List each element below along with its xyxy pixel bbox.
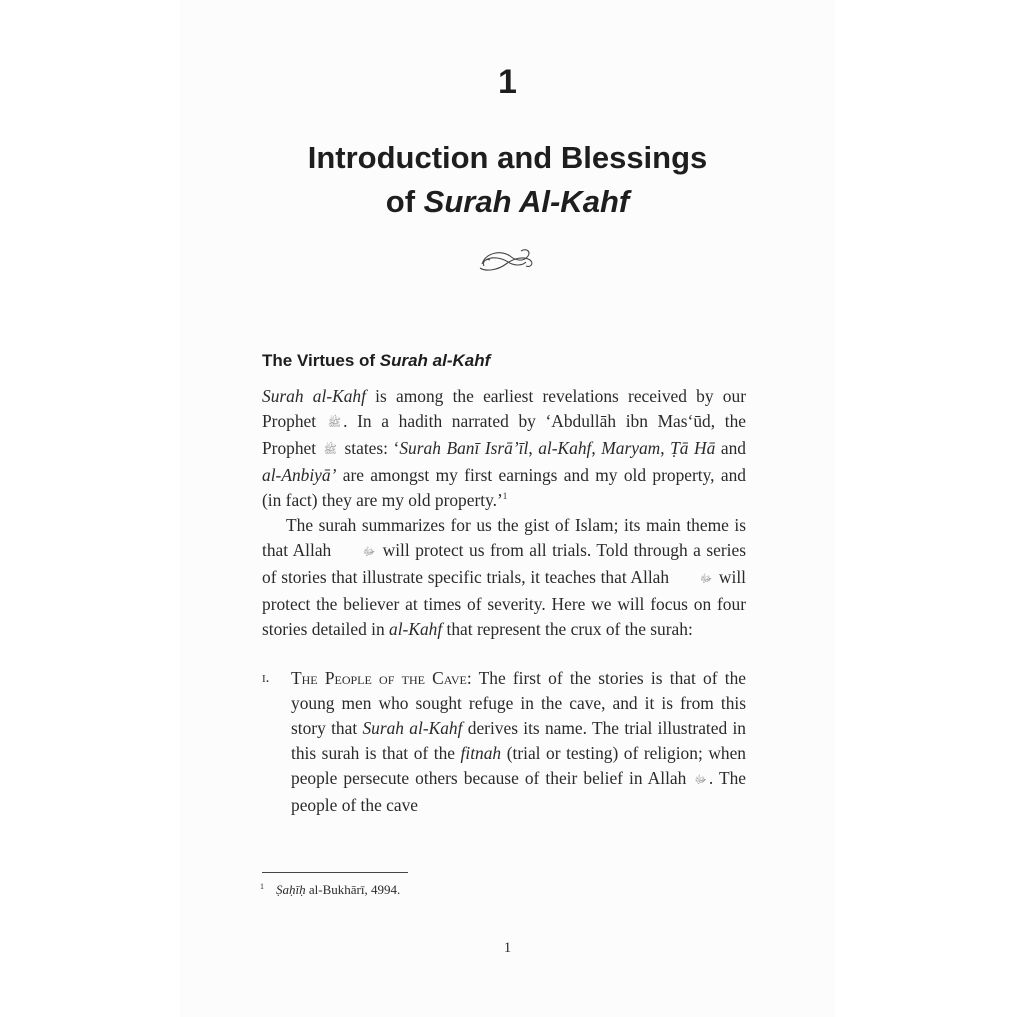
text-italic: al-Kahf xyxy=(389,619,443,639)
text: derives its name. The trial illustrated in this surah is that of the xyxy=(291,718,746,763)
chapter-title-line1: Introduction and Blessings xyxy=(307,140,708,175)
text: , xyxy=(591,438,602,458)
text-italic: fitnah xyxy=(460,743,502,763)
flourish-ornament-icon xyxy=(476,244,536,274)
text-italic: al-Kahf xyxy=(538,438,592,458)
text: states: ‘ xyxy=(338,438,400,458)
text-italic: al-Anbiyā’ xyxy=(262,465,337,485)
main-content xyxy=(262,348,746,818)
chapter-title-italic: Surah Al-Kahf xyxy=(423,184,630,219)
text: . In a hadith narrated by ‘Abdullāh ibn Mas‘ūd, the Prophet xyxy=(262,411,746,458)
list-item-title: The People of the Cave xyxy=(291,668,467,688)
stories-list xyxy=(262,666,746,818)
book-page xyxy=(180,0,835,1017)
list-marker: i. xyxy=(262,670,270,686)
text-italic: Surah al-Kahf xyxy=(262,386,366,406)
chapter-title-prefix: of xyxy=(385,184,424,219)
glorification-icon: ﷻ xyxy=(362,546,376,558)
list-item xyxy=(262,666,746,818)
text: will protect the believer at times of severity. Here we will focus on four stories detailed in xyxy=(262,567,746,639)
text: and xyxy=(715,438,746,458)
text: , xyxy=(528,438,539,458)
glorification-icon: ﷻ xyxy=(699,573,713,585)
paragraph-summary xyxy=(262,513,746,642)
text: : The first of the stories is that of the young men who sought refuge in the cave, and it is from this story that xyxy=(291,668,746,738)
section-heading xyxy=(262,348,746,374)
section-heading-italic: Surah al-Kahf xyxy=(379,351,491,370)
text: that represent the crux of the surah: xyxy=(442,619,693,639)
chapter-title xyxy=(180,136,835,224)
chapter-number: 1 xyxy=(498,63,517,101)
chapter-title-line2 xyxy=(180,180,835,224)
text: (trial or testing) of religion; when people persecute others because of their belief in Allah xyxy=(291,743,746,788)
text: , xyxy=(660,438,671,458)
text: is among the earliest revelations received by our Prophet xyxy=(262,386,746,431)
text-italic: Maryam xyxy=(601,438,661,458)
salawat-icon: ﷺ xyxy=(323,444,337,456)
footnote xyxy=(260,878,400,899)
footnote-reference[interactable]: 1 xyxy=(502,491,508,501)
text: are amongst my first earnings and my old property, and (in fact) they are my old property.’ xyxy=(262,465,746,510)
footnote-italic: Ṣaḥīḥ xyxy=(276,882,306,897)
footnote-mark: 1 xyxy=(260,882,264,891)
text-italic: Surah Banī Isrā’īl xyxy=(399,438,529,458)
text: will protect us from all trials. Told through a series of stories that illustrate specific trials, it teaches that Allah xyxy=(262,540,746,587)
footnote-divider xyxy=(262,872,408,873)
text-italic: Ṭā Hā xyxy=(670,438,716,458)
glorification-icon: ﷻ xyxy=(694,774,707,786)
paragraph-virtues xyxy=(262,384,746,513)
text: The surah summarizes for us the gist of Islam; its main theme is that Allah xyxy=(262,515,746,560)
footnote-text: al-Bukhārī, 4994. xyxy=(305,882,401,897)
list-item-body xyxy=(291,666,746,818)
text: . The people of the cave xyxy=(291,768,746,815)
text-italic: Surah al-Kahf xyxy=(362,718,463,738)
salawat-icon: ﷺ xyxy=(327,417,342,429)
page-number: 1 xyxy=(503,940,512,956)
section-heading-prefix: The Virtues of xyxy=(262,351,380,370)
